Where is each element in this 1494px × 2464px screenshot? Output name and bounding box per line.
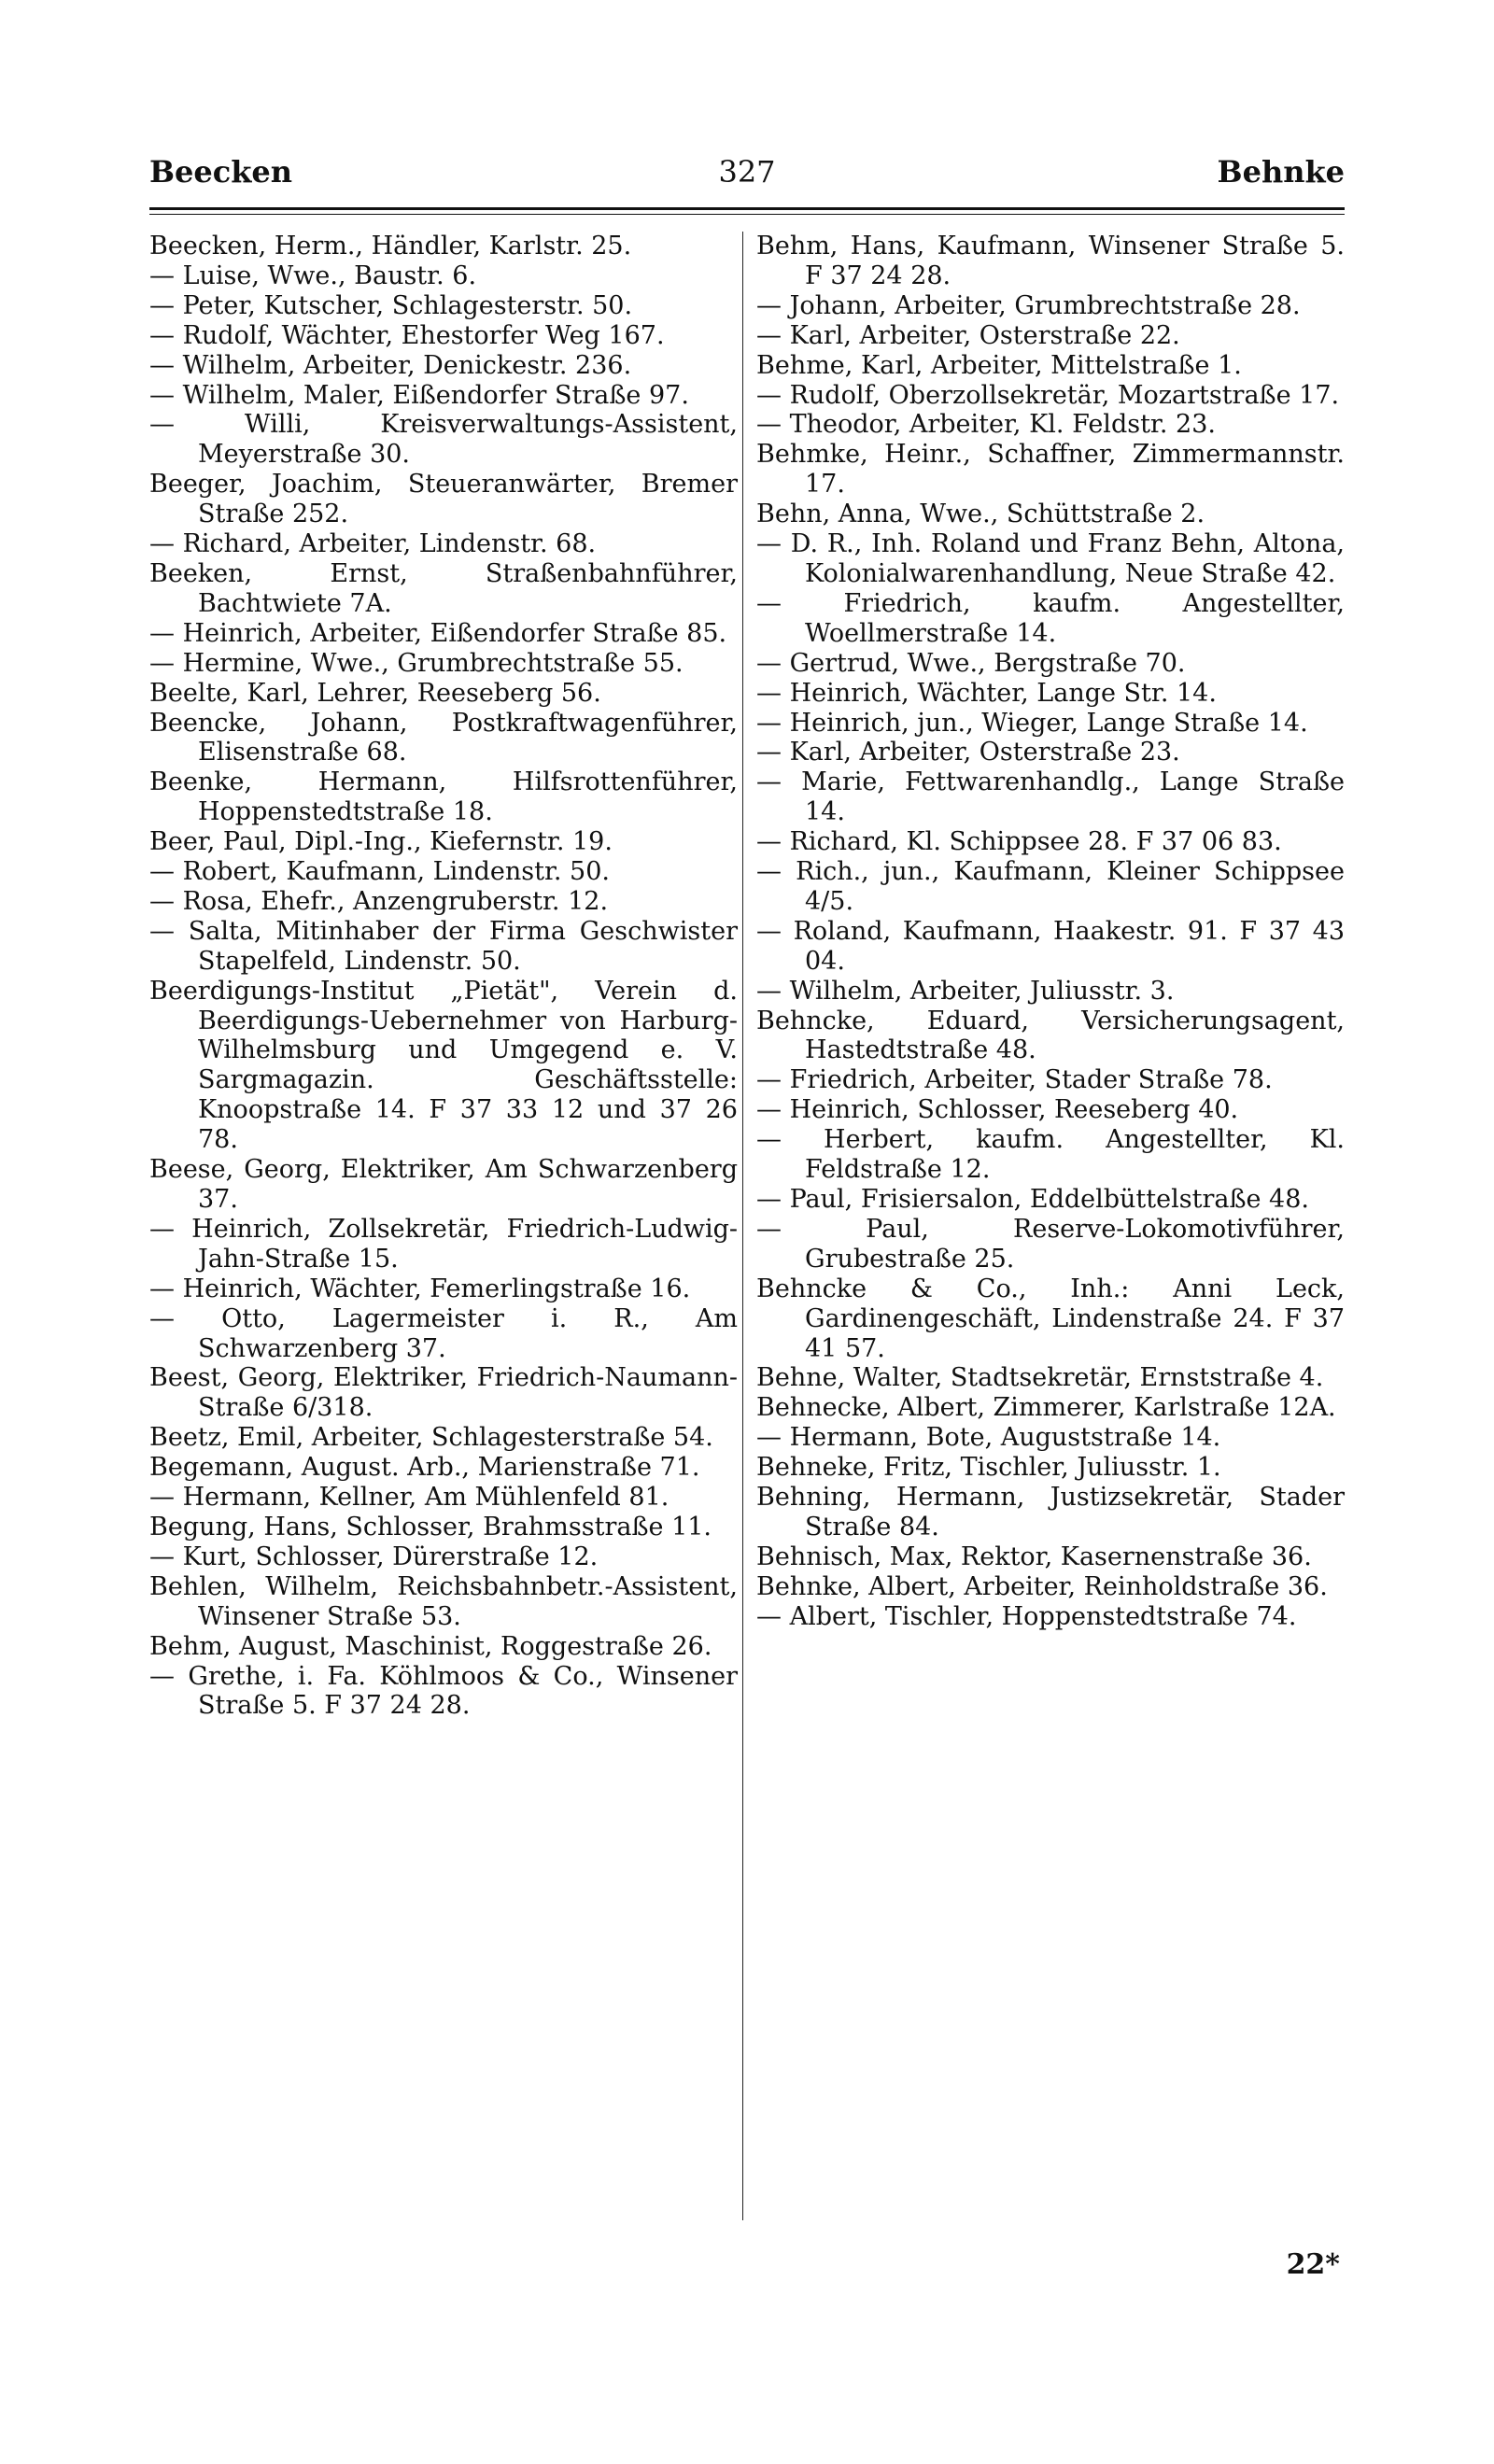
directory-entry: Behncke, Eduard, Versicherungsagent, Hastedtstraße 48.: [756, 1006, 1345, 1065]
header-rule: [149, 207, 1345, 215]
directory-entry: — Karl, Arbeiter, Osterstraße 23.: [756, 738, 1180, 767]
directory-entry: — Luise, Wwe., Baustr. 6.: [149, 260, 477, 290]
directory-entry: — Otto, Lagermeister i. R., Am Schwarzenberg 37.: [149, 1303, 738, 1363]
directory-entry: — Hermine, Wwe., Grumbrechtstraße 55.: [149, 648, 684, 678]
directory-entry: Behn, Anna, Wwe., Schüttstraße 2.: [756, 500, 1205, 529]
directory-entry: — Heinrich, Wächter, Lange Str. 14.: [756, 678, 1217, 708]
directory-entry: — Peter, Kutscher, Schlagesterstr. 50.: [149, 290, 633, 320]
directory-entry: Behm, August, Maschinist, Roggestraße 26.: [149, 1631, 712, 1661]
directory-entry: — Johann, Arbeiter, Grumbrechtstraße 28.: [756, 290, 1301, 320]
directory-entry: — Wilhelm, Arbeiter, Denickestr. 236.: [149, 350, 632, 380]
column-divider: [742, 232, 743, 2220]
directory-entry: — Richard, Kl. Schippsee 28. F 37 06 83.: [756, 827, 1282, 857]
directory-entry: — Theodor, Arbeiter, Kl. Feldstr. 23.: [756, 410, 1216, 440]
directory-entry: Beese, Georg, Elektriker, Am Schwarzenberg 37.: [149, 1155, 738, 1214]
directory-entry: Behnisch, Max, Rektor, Kasernenstraße 36.: [756, 1542, 1312, 1571]
directory-entry: Behneke, Fritz, Tischler, Juliusstr. 1.: [756, 1453, 1221, 1483]
directory-entry: Behnecke, Albert, Zimmerer, Karlstraße 12A.: [756, 1393, 1336, 1423]
directory-entry: — Karl, Arbeiter, Osterstraße 22.: [756, 320, 1180, 350]
directory-entry: Beelte, Karl, Lehrer, Reeseberg 56.: [149, 678, 601, 708]
directory-entry: Behmke, Heinr., Schaffner, Zimmermannstr. 17.: [756, 440, 1345, 500]
directory-entry: Behlen, Wilhelm, Reichsbahnbetr.-Assistent, Winsener Straße 53.: [149, 1571, 738, 1631]
directory-entry: — Paul, Frisiersalon, Eddelbüttelstraße 48.: [756, 1185, 1309, 1214]
sheet-signature: 22*: [1286, 2248, 1340, 2281]
directory-entry: — Friedrich, Arbeiter, Stader Straße 78.: [756, 1065, 1273, 1095]
directory-entry: — Paul, Reserve-Lokomotivführer, Grubestraße 25.: [756, 1214, 1345, 1274]
directory-entry: — Heinrich, Schlosser, Reeseberg 40.: [756, 1095, 1239, 1125]
directory-entry: — Rudolf, Wächter, Ehestorfer Weg 167.: [149, 320, 665, 350]
directory-entry: Behme, Karl, Arbeiter, Mittelstraße 1.: [756, 350, 1242, 380]
directory-entry: Begung, Hans, Schlosser, Brahmsstraße 11.: [149, 1512, 712, 1542]
directory-entry: — Heinrich, Zollsekretär, Friedrich-Ludwig-Jahn-Straße 15.: [149, 1214, 738, 1274]
page-header: [149, 154, 1345, 201]
directory-entry: Beecken, Herm., Händler, Karlstr. 25.: [149, 232, 632, 260]
directory-entry: Behning, Hermann, Justizsekretär, Stader Straße 84.: [756, 1483, 1345, 1542]
directory-entry: — Grethe, i. Fa. Köhlmoos & Co., Winsener Straße 5. F 37 24 28.: [149, 1661, 738, 1721]
directory-entry: — Rudolf, Oberzollsekretär, Mozartstraße 17.: [756, 380, 1340, 410]
directory-entry: Begemann, August. Arb., Marienstraße 71.: [149, 1453, 700, 1483]
directory-entry: — Hermann, Bote, Auguststraße 14.: [756, 1423, 1221, 1453]
left-column: [149, 232, 738, 1721]
header-first-entry: Beecken: [149, 154, 293, 190]
directory-entry: Beencke, Johann, Postkraftwagenführer, Elisenstraße 68.: [149, 708, 738, 767]
directory-entry: — Kurt, Schlosser, Dürerstraße 12.: [149, 1542, 599, 1571]
directory-entry: — Roland, Kaufmann, Haakestr. 91. F 37 43 04.: [756, 916, 1345, 976]
directory-entry: — D. R., Inh. Roland und Franz Behn, Altona, Kolonialwarenhandlung, Neue Straße 42.: [756, 529, 1345, 588]
directory-entry: — Marie, Fettwarenhandlg., Lange Straße 14.: [756, 767, 1345, 827]
directory-entry: — Rich., jun., Kaufmann, Kleiner Schippsee 4/5.: [756, 857, 1345, 916]
directory-entry: Beeken, Ernst, Straßenbahnführer, Bachtwiete 7A.: [149, 558, 738, 618]
directory-entry: Beer, Paul, Dipl.-Ing., Kiefernstr. 19.: [149, 827, 613, 857]
directory-entry: — Heinrich, jun., Wieger, Lange Straße 14.: [756, 708, 1308, 738]
directory-entry: — Richard, Arbeiter, Lindenstr. 68.: [149, 529, 597, 559]
directory-entry: — Gertrud, Wwe., Bergstraße 70.: [756, 648, 1186, 678]
directory-entry: Behncke & Co., Inh.: Anni Leck, Gardinengeschäft, Lindenstraße 24. F 37 41 57.: [756, 1274, 1345, 1363]
directory-entry: — Herbert, kaufm. Angestellter, Kl. Feldstraße 12.: [756, 1125, 1345, 1185]
directory-entry: — Friedrich, kaufm. Angestellter, Woellmerstraße 14.: [756, 588, 1345, 648]
directory-entry: — Wilhelm, Maler, Eißendorfer Straße 97.: [149, 380, 689, 410]
right-column: [756, 232, 1345, 1632]
directory-entry: — Rosa, Ehefr., Anzengruberstr. 12.: [149, 886, 609, 916]
directory-entry: — Willi, Kreisverwaltungs-Assistent, Meyerstraße 30.: [149, 410, 738, 470]
directory-entry: — Heinrich, Wächter, Femerlingstraße 16.: [149, 1274, 691, 1303]
directory-entry: Behm, Hans, Kaufmann, Winsener Straße 5. F 37 24 28.: [756, 232, 1345, 290]
page-number: 327: [718, 154, 776, 190]
directory-entry: — Hermann, Kellner, Am Mühlenfeld 81.: [149, 1483, 669, 1513]
directory-entry: — Robert, Kaufmann, Lindenstr. 50.: [149, 857, 611, 887]
directory-entry: — Albert, Tischler, Hoppenstedtstraße 74.: [756, 1601, 1297, 1631]
header-last-entry: Behnke: [1217, 154, 1345, 190]
directory-entry: — Salta, Mitinhaber der Firma Geschwister Stapelfeld, Lindenstr. 50.: [149, 916, 738, 976]
directory-entry: Beetz, Emil, Arbeiter, Schlagesterstraße 54.: [149, 1423, 713, 1453]
directory-entry: Beeger, Joachim, Steueranwärter, Bremer Straße 252.: [149, 470, 738, 529]
directory-entry: Behne, Walter, Stadtsekretär, Ernststraße 4.: [756, 1363, 1324, 1393]
directory-entry: Beest, Georg, Elektriker, Friedrich-Naumann-Straße 6/318.: [149, 1363, 738, 1423]
directory-entry: Behnke, Albert, Arbeiter, Reinholdstraße 36.: [756, 1571, 1328, 1601]
directory-entry: Beerdigungs-Institut „Pietät", Verein d. Beerdigungs-Uebernehmer von Harburg-Wilhelmsburg und Umgegend e. V. Sargmagazin. Geschäftsstelle: Knoopstraße 14. F 37 33 12 und 37 26 78.: [149, 976, 738, 1155]
directory-entry: — Heinrich, Arbeiter, Eißendorfer Straße 85.: [149, 618, 727, 648]
directory-entry: Beenke, Hermann, Hilfsrottenführer, Hoppenstedtstraße 18.: [149, 767, 738, 827]
directory-entry: — Wilhelm, Arbeiter, Juliusstr. 3.: [756, 976, 1175, 1006]
